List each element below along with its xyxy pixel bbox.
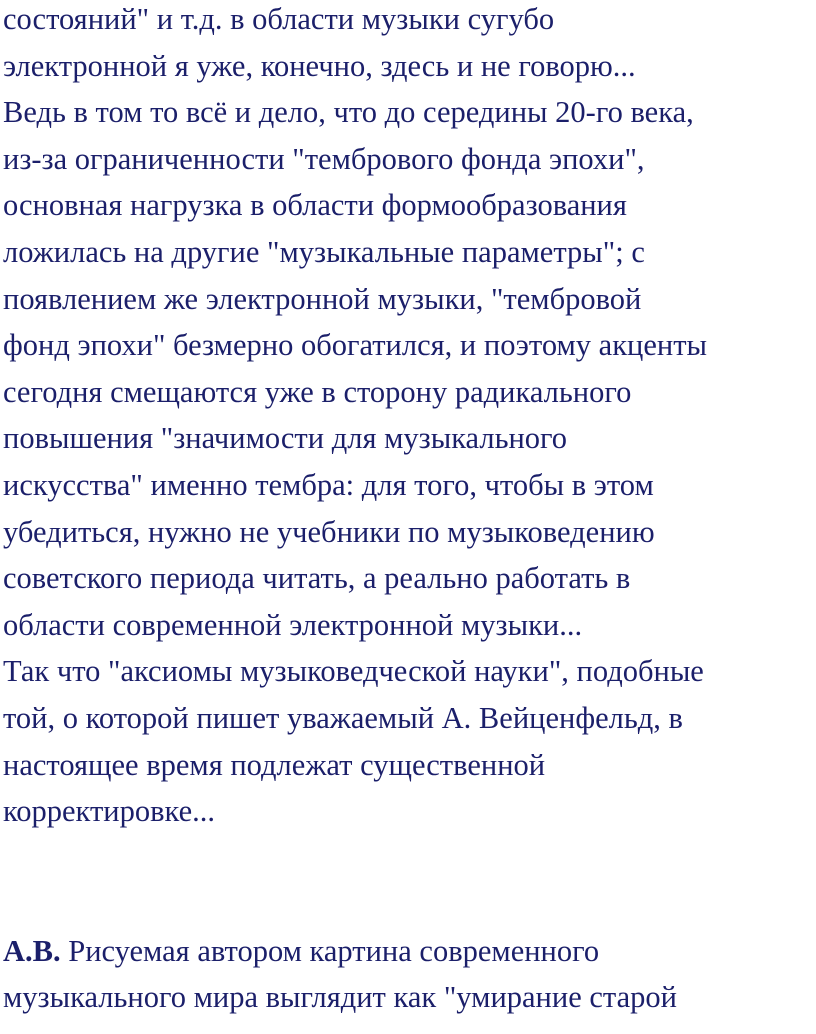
text-line: искусства" именно тембра: для того, чтобы в этом xyxy=(3,467,654,502)
text-line: ложилась на другие "музыкальные параметры"; с xyxy=(3,234,645,269)
text-line: Так что "аксиомы музыковедческой науки", подобные xyxy=(3,654,704,689)
text-line: повышения "значимости для музыкального xyxy=(3,421,568,456)
text-line: электронной я уже, конечно, здесь и не говорю... xyxy=(3,48,636,83)
text-line: корректировке... xyxy=(3,794,215,829)
text-line: области современной электронной музыки... xyxy=(3,607,583,642)
text-line: той, о которой пишет уважаемый А. Вейценфельд, в xyxy=(3,700,683,735)
text-fragment: Рисуемая автором картина современного xyxy=(60,933,600,968)
text-line: фонд эпохи" безмерно обогатился, и поэтому акценты xyxy=(3,328,708,363)
text-line: из-за ограниченности "тембрового фонда эпохи", xyxy=(3,141,645,176)
text-line: убедиться, нужно не учебники по музыковедению xyxy=(3,514,655,549)
paragraph-1 xyxy=(3,0,815,648)
paragraph-spacer xyxy=(3,835,815,928)
speaker-initials: А.В. xyxy=(3,933,61,968)
text-line: Ведь в том то всё и дело, что до середины 20-го века, xyxy=(3,95,694,130)
text-line: музыкального мира выглядит как "умирание старой xyxy=(3,980,677,1015)
text-line: сегодня смещаются уже в сторону радикального xyxy=(3,374,632,409)
text-line: появлением же электронной музыки, "тембровой xyxy=(3,281,642,316)
text-line: состояний" и т.д. в области музыки сугубо xyxy=(3,2,555,36)
document-page xyxy=(3,0,815,1021)
paragraph-2 xyxy=(3,648,815,834)
speaker-line xyxy=(3,928,815,975)
text-line: основная нагрузка в области формообразования xyxy=(3,188,627,223)
text-line: настоящее время подлежат существенной xyxy=(3,747,546,782)
paragraph-3 xyxy=(3,928,815,1021)
text-line: советского периода читать, а реально работать в xyxy=(3,561,631,596)
